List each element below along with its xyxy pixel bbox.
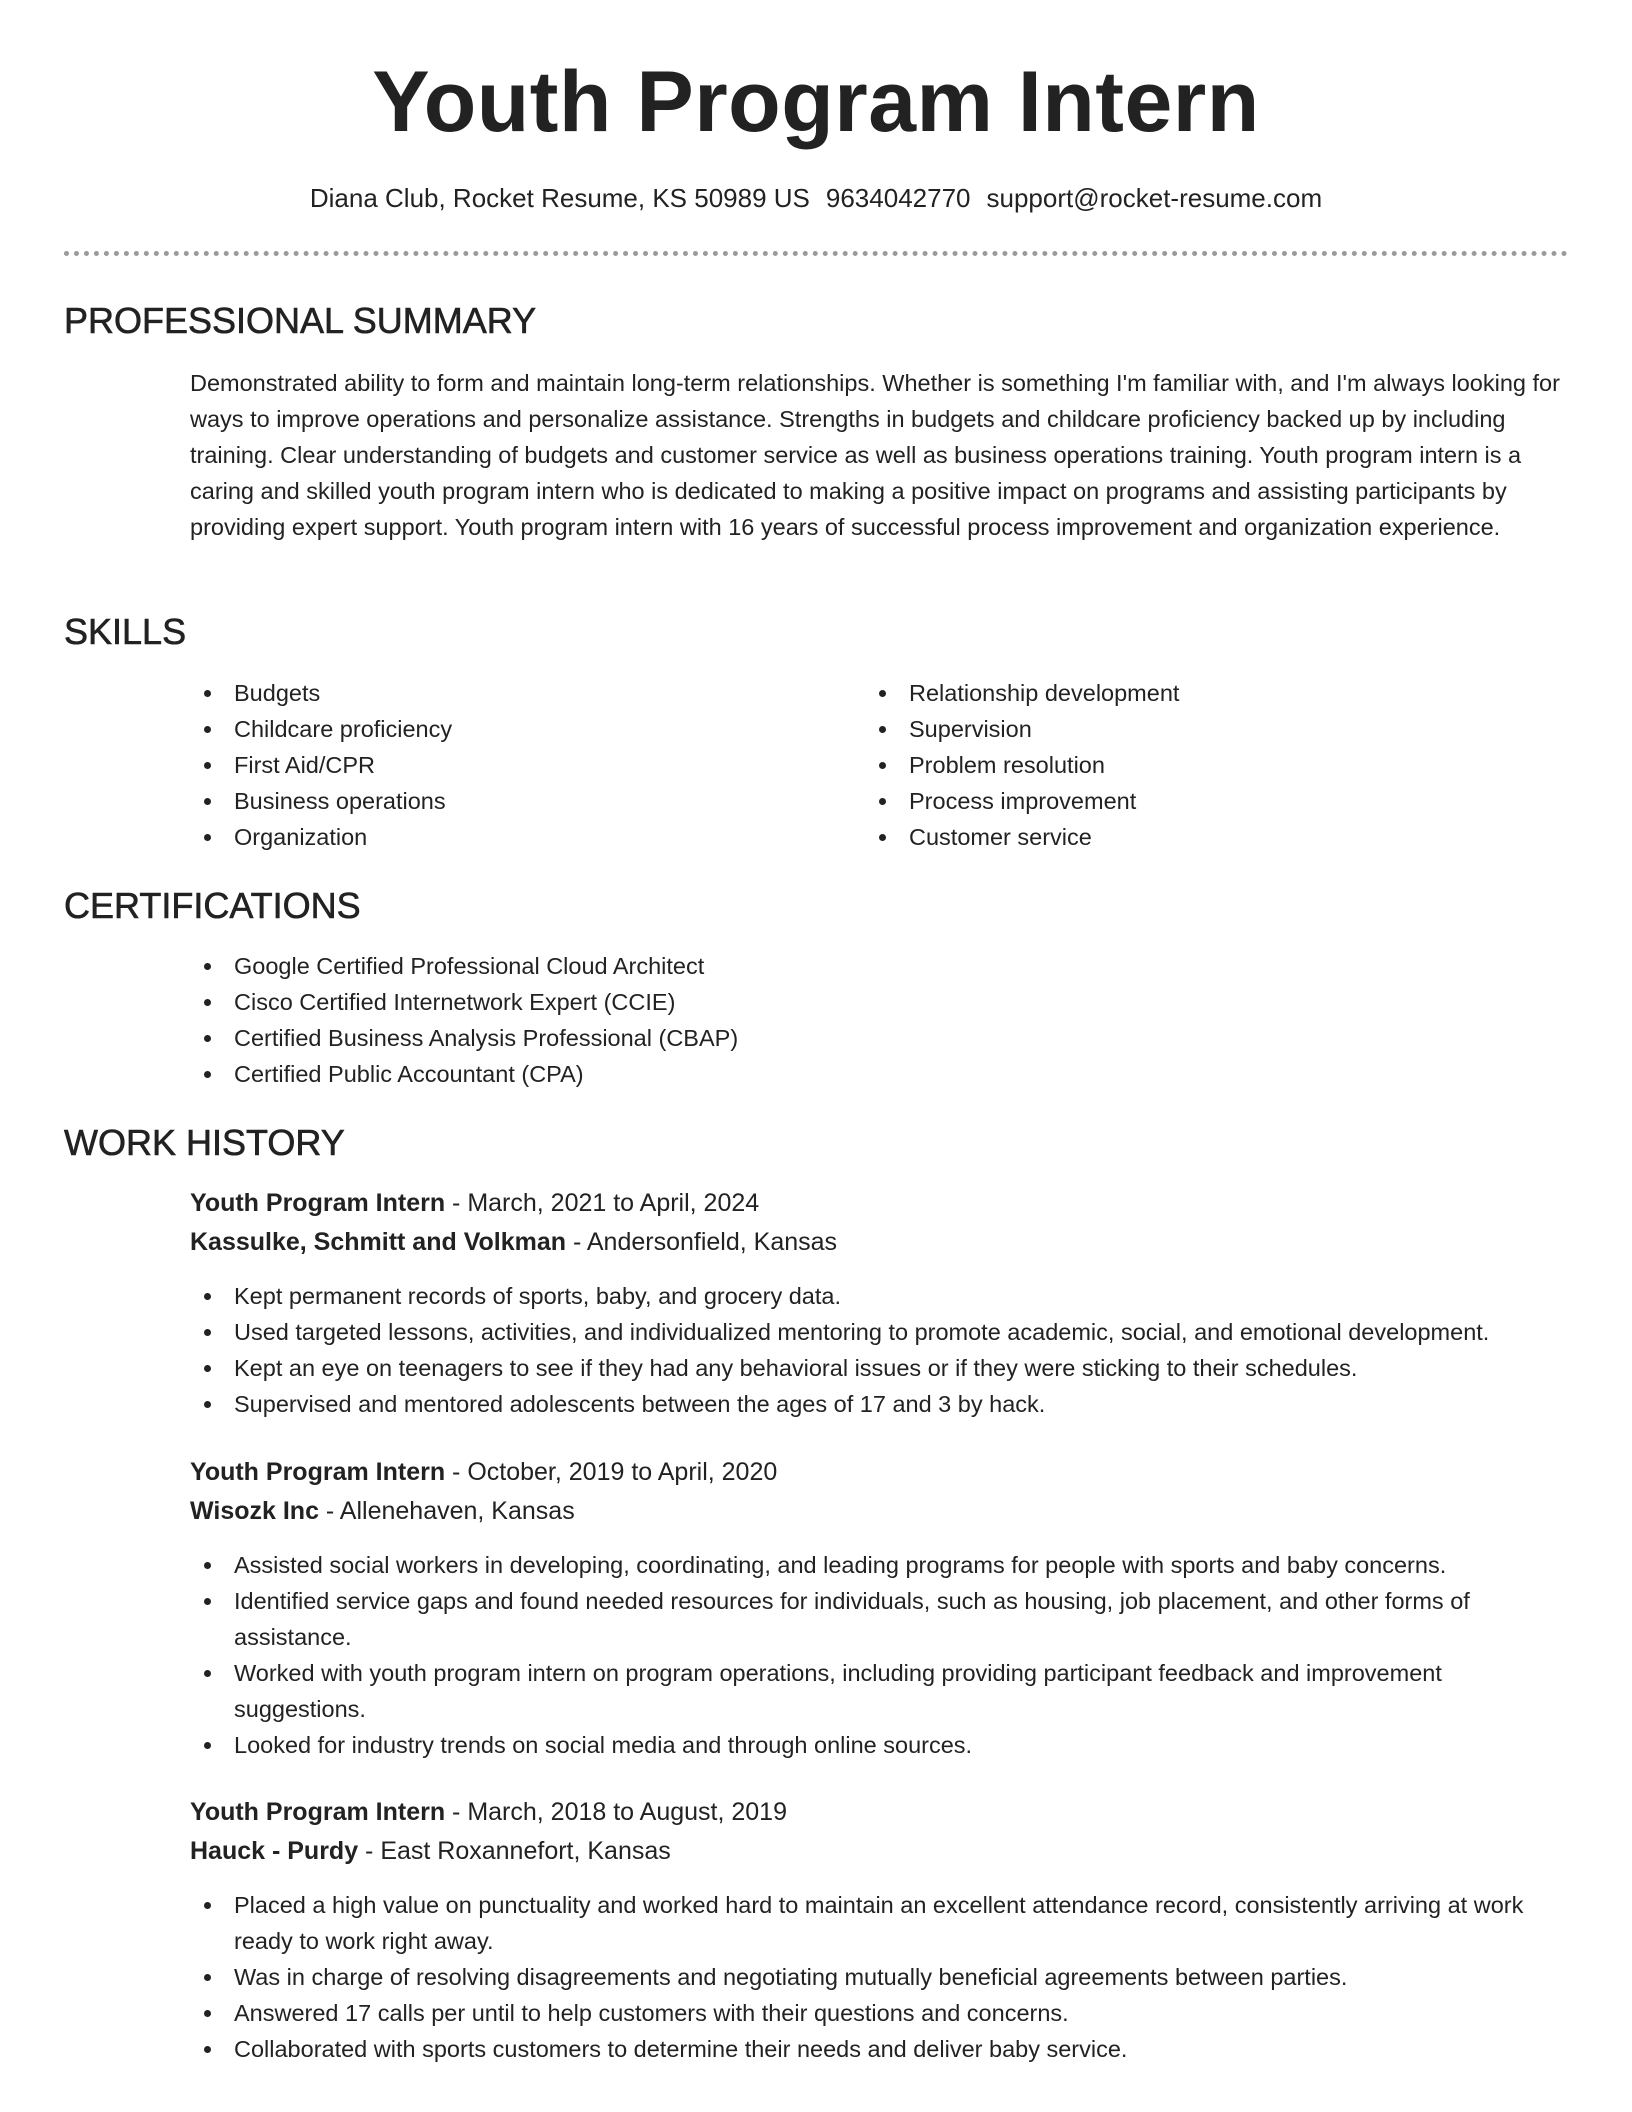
contact-phone: 9634042770 [825, 183, 971, 213]
job-title-line [190, 1795, 787, 1829]
list-item [190, 1995, 1570, 2031]
list-item [190, 819, 850, 855]
bullet-icon [204, 1293, 211, 1300]
bullet-icon [204, 1035, 211, 1042]
certification-label: Cisco Certified Internetwork Expert (CCIE) [234, 989, 676, 1015]
bullet-icon [204, 999, 211, 1006]
skill-label: Childcare proficiency [234, 716, 453, 742]
list-item [865, 711, 1525, 747]
job-title: Youth Program Intern [190, 1189, 446, 1217]
list-item [190, 711, 850, 747]
bullet-icon [204, 1902, 211, 1909]
list-item [190, 1727, 1570, 1763]
skills-list-right [865, 675, 1525, 855]
list-item [190, 2031, 1570, 2067]
job-title-line [190, 1186, 759, 1220]
section-title-certifications: CERTIFICATIONS [64, 885, 361, 926]
resume-name-heading: Youth Program Intern [372, 54, 1260, 150]
bullet-icon [204, 1401, 211, 1408]
skill-label: Customer service [909, 824, 1092, 850]
bullet-icon [879, 726, 886, 733]
skill-label: Process improvement [909, 788, 1137, 814]
job-bullet-text: Kept an eye on teenagers to see if they had any behavioral issues or if they were sticking to their schedules. [234, 1355, 1358, 1381]
skill-label: Business operations [234, 788, 446, 814]
section-title-summary: PROFESSIONAL SUMMARY [64, 300, 537, 341]
bullet-icon [204, 2010, 211, 2017]
contact-line [0, 181, 1632, 215]
job-dates: - October, 2019 to April, 2020 [445, 1458, 778, 1486]
job-bullet-text: Used targeted lessons, activities, and individualized mentoring to promote academic, social, and emotional development. [234, 1319, 1490, 1345]
job-bullet-text: Identified service gaps and found needed resources for individuals, such as housing, job placement, and other forms of assistance. [234, 1588, 1470, 1650]
bullet-icon [204, 726, 211, 733]
list-item [190, 1959, 1570, 1995]
list-item [190, 1350, 1580, 1386]
list-item [190, 1278, 1580, 1314]
bullet-icon [204, 798, 211, 805]
job-dates: - March, 2018 to August, 2019 [445, 1798, 787, 1826]
certification-label: Google Certified Professional Cloud Architect [234, 953, 705, 979]
job-bullet-text: Answered 17 calls per until to help customers with their questions and concerns. [234, 2000, 1069, 2026]
job-location: - East Roxannefort, Kansas [358, 1837, 671, 1865]
skill-label: Supervision [909, 716, 1032, 742]
bullet-icon [204, 690, 211, 697]
contact-email: support@rocket-resume.com [986, 183, 1323, 213]
job-bullets [190, 1547, 1570, 1763]
skill-label: First Aid/CPR [234, 752, 376, 778]
skill-label: Budgets [234, 680, 321, 706]
list-item [865, 675, 1525, 711]
job-company: Kassulke, Schmitt and Volkman [190, 1228, 567, 1256]
skills-list-left [190, 675, 850, 855]
list-item [190, 1887, 1570, 1959]
job-location: - Allenehaven, Kansas [318, 1497, 575, 1525]
job-company: Hauck - Purdy [190, 1837, 359, 1865]
header-divider [64, 251, 1568, 256]
certification-label: Certified Business Analysis Professional (CBAP) [234, 1025, 739, 1051]
list-item [190, 984, 1570, 1020]
skill-label: Relationship development [909, 680, 1180, 706]
bullet-icon [204, 1365, 211, 1372]
list-item [865, 783, 1525, 819]
list-item [190, 1583, 1570, 1655]
certifications-list [190, 948, 1570, 1092]
list-item [190, 1547, 1570, 1583]
job-bullet-text: Worked with youth program intern on program operations, including providing participant feedback and improvement suggestions. [234, 1660, 1442, 1722]
list-item [190, 747, 850, 783]
bullet-icon [204, 1071, 211, 1078]
summary-text: Demonstrated ability to form and maintain long-term relationships. Whether is something I'm familiar with, and I'm always looking for ways to improve operations and personalize assistance. Strengths in budgets and childcare proficiency backed up by including training. Clear understanding of budgets and customer service as well as business operations training. Youth program intern is a caring and skilled youth program intern who is dedicated to making a positive impact on programs and assisting participants by providing expert support. Youth program intern with 16 years of successful process improvement and organization experience. [190, 370, 1560, 540]
job-bullet-text: Was in charge of resolving disagreements and negotiating mutually beneficial agreements between parties. [234, 1964, 1348, 1990]
bullet-icon [204, 963, 211, 970]
skill-label: Organization [234, 824, 368, 850]
bullet-icon [204, 1598, 211, 1605]
bullet-icon [204, 1562, 211, 1569]
job-title-line [190, 1455, 777, 1489]
job-bullet-text: Placed a high value on punctuality and worked hard to maintain an excellent attendance record, consistently arriving at work ready to work right away. [234, 1892, 1524, 1954]
list-item [190, 1386, 1580, 1422]
list-item [190, 1314, 1580, 1350]
job-bullet-text: Assisted social workers in developing, coordinating, and leading programs for people with sports and baby concerns. [234, 1552, 1447, 1578]
bullet-icon [879, 834, 886, 841]
bullet-icon [879, 690, 886, 697]
list-item [190, 1655, 1570, 1727]
certification-label: Certified Public Accountant (CPA) [234, 1061, 584, 1087]
skill-label: Problem resolution [909, 752, 1105, 778]
job-title: Youth Program Intern [190, 1458, 446, 1486]
bullet-icon [204, 1670, 211, 1677]
job-bullets [190, 1278, 1580, 1422]
bullet-icon [204, 1974, 211, 1981]
bullet-icon [204, 834, 211, 841]
job-bullet-text: Looked for industry trends on social media and through online sources. [234, 1732, 973, 1758]
job-company-line [190, 1225, 837, 1259]
contact-address: Diana Club, Rocket Resume, KS 50989 US [309, 183, 810, 213]
bullet-icon [204, 2046, 211, 2053]
list-item [865, 747, 1525, 783]
list-item [190, 1020, 1570, 1056]
job-location: - Andersonfield, Kansas [566, 1228, 838, 1256]
section-title-skills: SKILLS [64, 611, 187, 652]
job-title: Youth Program Intern [190, 1798, 446, 1826]
list-item [190, 675, 850, 711]
bullet-icon [204, 1742, 211, 1749]
job-company-line [190, 1834, 671, 1868]
list-item [190, 783, 850, 819]
bullet-icon [879, 762, 886, 769]
job-company: Wisozk Inc [190, 1497, 319, 1525]
list-item [190, 1056, 1570, 1092]
job-bullet-text: Collaborated with sports customers to determine their needs and deliver baby service. [234, 2036, 1128, 2062]
list-item [865, 819, 1525, 855]
job-bullets [190, 1887, 1570, 2067]
section-title-work-history: WORK HISTORY [64, 1122, 345, 1163]
list-item [190, 948, 1570, 984]
job-bullet-text: Kept permanent records of sports, baby, and grocery data. [234, 1283, 841, 1309]
bullet-icon [879, 798, 886, 805]
bullet-icon [204, 762, 211, 769]
job-company-line [190, 1494, 575, 1528]
bullet-icon [204, 1329, 211, 1336]
job-dates: - March, 2021 to April, 2024 [445, 1189, 760, 1217]
job-bullet-text: Supervised and mentored adolescents between the ages of 17 and 3 by hack. [234, 1391, 1046, 1417]
